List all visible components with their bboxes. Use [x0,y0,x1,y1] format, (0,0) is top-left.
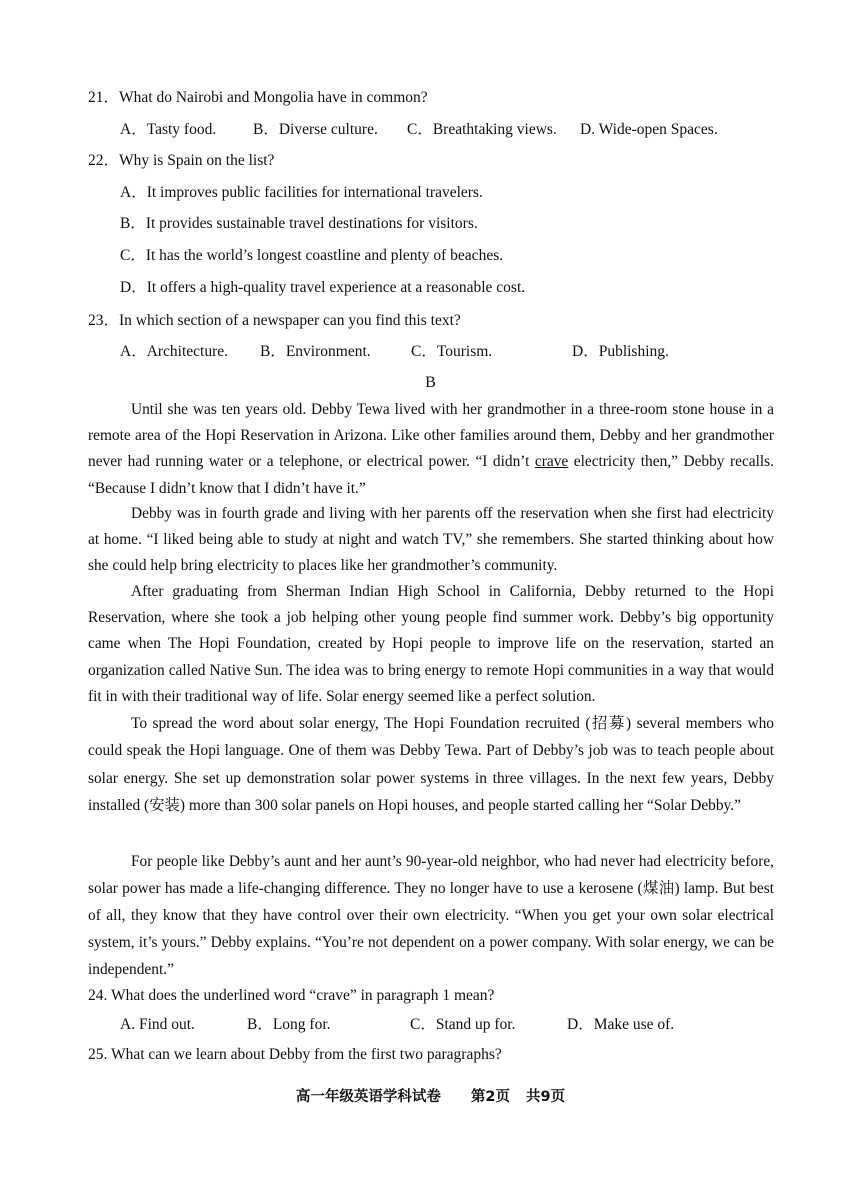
page-footer [0,1085,861,1106]
underlined-word-crave: crave [534,453,569,471]
footer-total-pages: 共9页 [526,1089,566,1105]
passage-paragraph-4: To spread the word about solar energy, The Hopi Foundation recruited (招募) several members who could speak the Hopi language. One of them was Debby Tewa. Part of Debby’s job was to teach people about solar energy. She set up demonstration solar power systems in three villages. In the next few years, Debby installed (安装) more than 300 solar panels on Hopi houses, and people started calling her “Solar Debby.” [88,715,774,815]
q24-option-d: D．Make use of. [567,1016,675,1033]
q22-option-a: A．It improves public facilities for international travelers. [120,184,483,201]
passage-paragraph-1 [88,397,774,502]
q22-option-b: B．It provides sustainable travel destinations for visitors. [120,215,478,232]
p1-text-after: electricity then,” Debby recalls. “Because I didn’t know that I didn’t have it.” [88,453,774,497]
question-23-stem: 23．In which section of a newspaper can you find this text? [88,312,461,329]
section-b-heading: B [425,374,436,391]
q21-option-d: D. Wide-open Spaces. [580,121,718,138]
q24-option-b: B．Long for. [247,1016,331,1033]
passage-paragraph-5: For people like Debby’s aunt and her aunt’s 90-year-old neighbor, who had never had electricity before, solar power has made a life-changing difference. They no longer have to use a kerosene (煤油) lamp. But best of all, they know that they have control over their own electricity. “When you get your own solar electrical system, it’s yours.” Debby explains. “You’re not dependent on a power company. With solar energy, we can be independent.” [88,853,774,978]
question-25-stem: 25. What can we learn about Debby from the first two paragraphs? [88,1046,502,1063]
q22-option-c: C．It has the world’s longest coastline and plenty of beaches. [120,247,504,264]
q21-option-c: C．Breathtaking views. [407,121,557,138]
q21-option-b: B．Diverse culture. [253,121,378,138]
q22-option-d: D．It offers a high-quality travel experience at a reasonable cost. [120,279,526,296]
question-22-stem: 22．Why is Spain on the list? [88,152,275,169]
q23-option-d: D．Publishing. [572,343,669,360]
q21-option-a: A．Tasty food. [120,121,217,138]
footer-exam-title: 高一年级英语学科试卷 [295,1089,441,1105]
q23-option-c: C．Tourism. [411,343,493,360]
p1-text-before: Until she was ten years old. Debby Tewa lived with her grandmother in a three-room stone house in a remote area of the Hopi Reservation in Arizona. Like other families around them, Debby and her grandmother never had running water or a telephone, or electrical power. “I didn’t [88,401,774,471]
q23-option-a: A．Architecture. [120,343,229,360]
q24-option-a: A. Find out. [120,1016,195,1033]
question-21-stem: 21．What do Nairobi and Mongolia have in common? [88,89,428,106]
footer-page-number: 第2页 [470,1089,510,1105]
q24-option-c: C．Stand up for. [410,1016,516,1033]
q23-option-b: B．Environment. [260,343,371,360]
passage-paragraph-2: Debby was in fourth grade and living with her parents off the reservation when she first had electricity at home. “I liked being able to study at night and watch TV,” she remembers. She started thinking about how she could help bring electricity to places like her grandmother’s community. [88,505,774,575]
passage-paragraph-3: After graduating from Sherman Indian High School in California, Debby returned to the Hopi Reservation, where she took a job helping other young people find summer work. Debby’s big opportunity came when The Hopi Foundation, created by Hopi people to improve life on the reservation, started an organization called Native Sun. The idea was to bring energy to remote Hopi communities in a way that would fit in with their traditional way of life. Solar energy seemed like a perfect solution. [88,583,774,705]
question-24-stem: 24. What does the underlined word “crave” in paragraph 1 mean? [88,987,495,1004]
